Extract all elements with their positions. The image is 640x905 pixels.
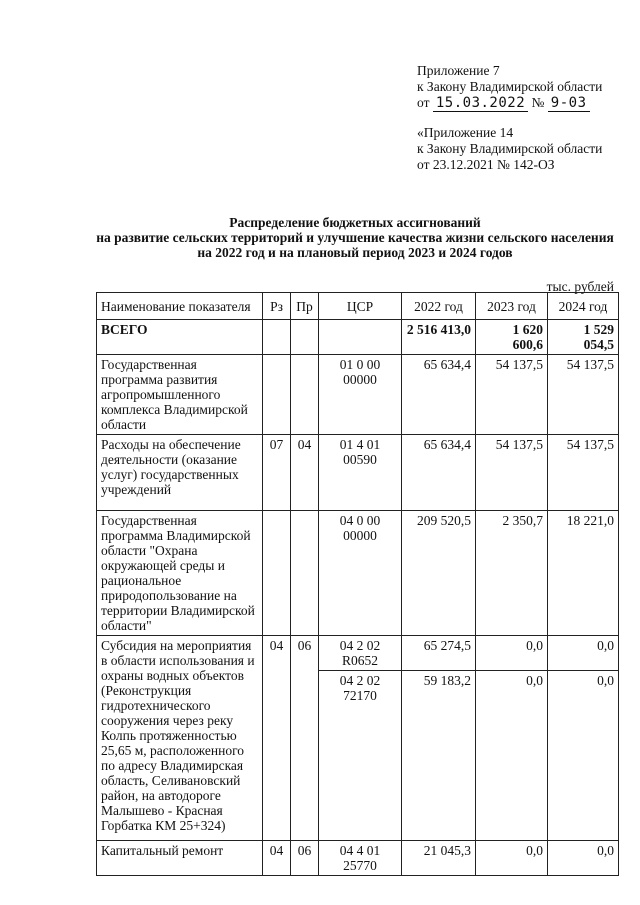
row-name: Государственная программа развития агропромышленного комплекса Владимирской области: [97, 355, 263, 435]
row-name: Государственная программа Владимирской области "Охрана окружающей среды и рациональное природопользование на территории Владимирской области": [97, 511, 263, 636]
row-csr: 04 2 02 R0652: [319, 636, 402, 671]
title-line-2: на развитие сельских территорий и улучшение качества жизни сельского населения: [96, 230, 614, 245]
header-rz: Рз: [263, 293, 291, 320]
units-label: тыс. рублей: [546, 279, 614, 294]
table-row: Государственная программа Владимирской области "Охрана окружающей среды и рациональное природопользование на территории Владимирской области" 04 0 00 00000 209 520,5 2 350,7 18 221,0: [97, 511, 619, 636]
total-row: [97, 320, 619, 355]
total-label: ВСЕГО: [97, 320, 263, 355]
header-2022: 2022 год: [402, 293, 476, 320]
row-name: Капитальный ремонт: [97, 841, 263, 876]
table-row: 04 2 02 72170 59 183,2 0,0 0,0: [97, 671, 619, 841]
row-csr: 04 0 00 00000: [319, 511, 402, 636]
row-name: Субсидия на мероприятия в области использования и охраны водных объектов (Реконструкция гидротехнического сооружения через реку Колпь протяженностью 25,65 м, расположенного по адресу Владимирская область, Селивановский район, на автодороге Малышево - Красная Горбатка КМ 25+324): [97, 636, 263, 841]
table-row: Капитальный ремонт 04 06 04 4 01 25770 21 045,3 0,0 0,0: [97, 841, 619, 876]
appendix-date-prefix: от: [417, 95, 430, 110]
appendix-date-line: [417, 95, 602, 111]
header-2024: 2024 год: [548, 293, 619, 320]
appendix-law-number: 9-03: [548, 95, 590, 112]
header-pr: Пр: [291, 293, 319, 320]
row-csr: 04 4 01 25770: [319, 841, 402, 876]
total-2022: 2 516 413,0: [402, 320, 476, 355]
title-line-1: Распределение бюджетных ассигнований: [229, 215, 481, 230]
row-csr: 04 2 02 72170: [319, 671, 402, 841]
header-csr: ЦСР: [319, 293, 402, 320]
row-csr: 01 0 00 00000: [319, 355, 402, 435]
previous-appendix-header: [417, 125, 602, 173]
appendix-number-prefix: №: [531, 95, 545, 110]
prev-appendix-date: от 23.12.2021 № 142-ОЗ: [417, 157, 555, 172]
total-2024: 1 529 054,5: [548, 320, 619, 355]
table-row: Государственная программа развития агропромышленного комплекса Владимирской области 01 0 00 00000 65 634,4 54 137,5 54 137,5: [97, 355, 619, 435]
appendix-number: Приложение 7: [417, 63, 500, 78]
row-name: Расходы на обеспечение деятельности (оказание услуг) государственных учреждений: [97, 435, 263, 511]
appendix-header: [417, 63, 602, 111]
table-header-row: [97, 293, 619, 320]
header-2023: 2023 год: [476, 293, 548, 320]
appendix-date: 15.03.2022: [433, 95, 528, 112]
row-csr: 01 4 01 00590: [319, 435, 402, 511]
document-title: [90, 215, 620, 260]
appendix-law: к Закону Владимирской области: [417, 79, 603, 94]
prev-appendix-law: к Закону Владимирской области: [417, 141, 603, 156]
table-row: Субсидия на мероприятия в области использования и охраны водных объектов (Реконструкция гидротехнического сооружения через реку Колпь протяженностью 25,65 м, расположенного по адресу Владимирская область, Селивановский район, на автодороге Малышево - Красная Горбатка КМ 25+324) 04 06 04 2 02 R0652 65 274,5 0,0 0,0: [97, 636, 619, 671]
prev-appendix-number: «Приложение 14: [417, 125, 514, 140]
total-2023: 1 620 600,6: [476, 320, 548, 355]
table-row: Расходы на обеспечение деятельности (оказание услуг) государственных учреждений 07 04 01 4 01 00590 65 634,4 54 137,5 54 137,5: [97, 435, 619, 511]
title-line-3: на 2022 год и на плановый период 2023 и 2024 годов: [197, 245, 513, 260]
header-name: Наименование показателя: [97, 293, 263, 320]
budget-table: [96, 292, 619, 876]
